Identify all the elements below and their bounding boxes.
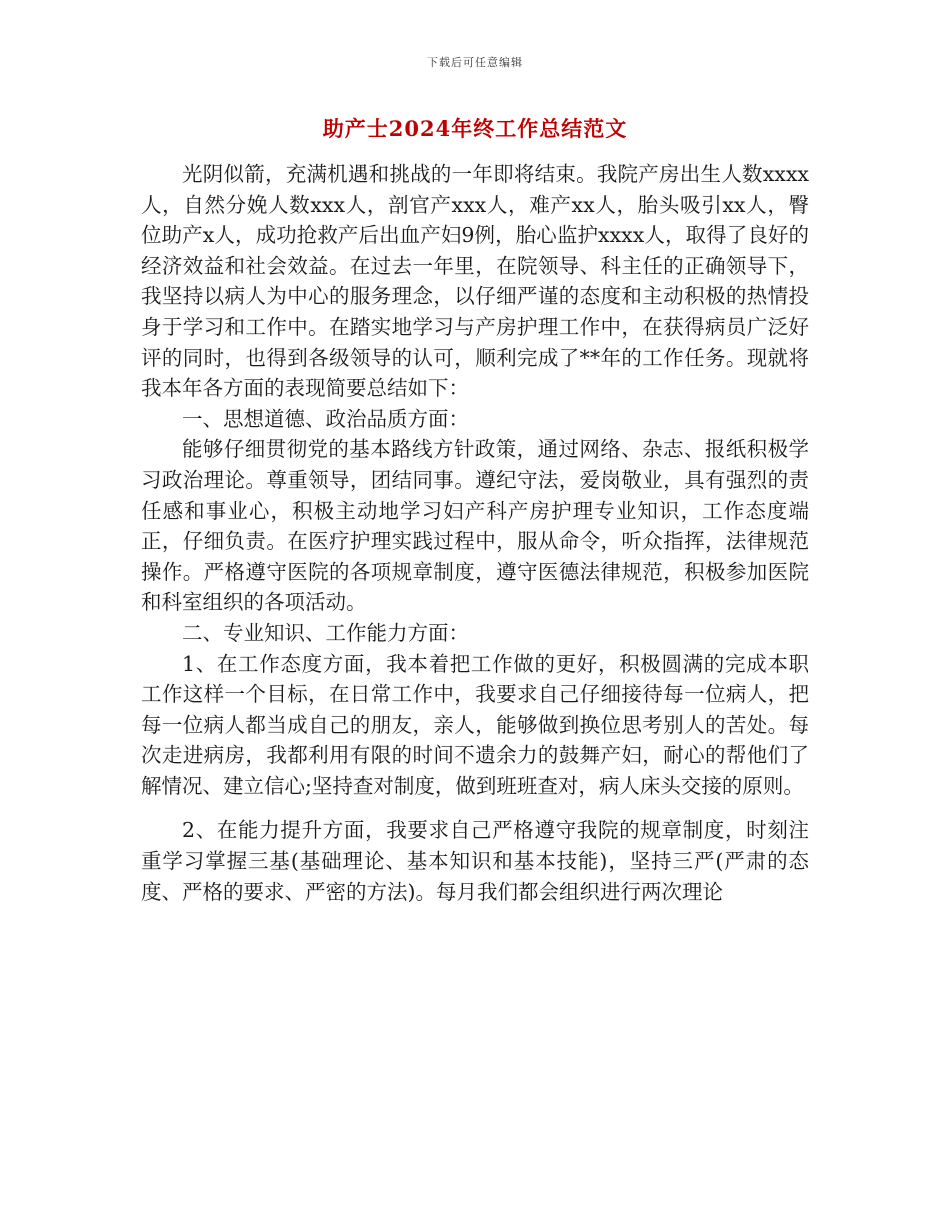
document-title: 助产士2024年终工作总结范文 — [322, 116, 628, 141]
header-note: 下载后可任意编辑 — [427, 56, 523, 69]
section-heading-ethics: 一、思想道德、政治品质方面： — [182, 406, 469, 431]
paragraph-ability: 2、在能力提升方面，我要求自己严格遵守我院的规章制度，时刻注重学习掌握三基(基础理论、基本知识和基本技能)，坚持三严(严肃的态度、严格的要求、严密的方法)。每月我们都会组织进行两次理论 — [141, 818, 809, 904]
paragraph-attitude: 1、在工作态度方面，我本着把工作做的更好，积极圆满的完成本职工作这样一个目标，在日常工作中，我要求自己仔细接待每一位病人，把每一位病人都当成自己的朋友，亲人，能够做到换位思考别人的苦处。每次走进病房，我都利用有限的时间不遗余力的鼓舞产妇，耐心的帮他们了解情况、建立信心;坚持查对制度，做到班班查对，病人床头交接的原则。 — [141, 651, 809, 798]
paragraph-ethics: 能够仔细贯彻党的基本路线方针政策，通过网络、杂志、报纸积极学习政治理论。尊重领导，团结同事。遵纪守法，爱岗敬业，具有强烈的责任感和事业心，积极主动地学习妇产科产房护理专业知识，工作态度端正，仔细负责。在医疗护理实践过程中，服从命令，听众指挥，法律规范操作。严格遵守医院的各项规章制度，遵守医德法律规范，积极参加医院和科室组织的各项活动。 — [141, 437, 809, 615]
paragraph-intro: 光阴似箭，充满机遇和挑战的一年即将结束。我院产房出生人数xxxx人，自然分娩人数xxx人，剖官产xxx人，难产xx人，胎头吸引xx人，臀位助产x人，成功抢救产后出血产妇9例，胎心监护xxxx人，取得了良好的经济效益和社会效益。在过去一年里，在院领导、科主任的正确领导下，我坚持以病人为中心的服务理念，以仔细严谨的态度和主动积极的热情投身于学习和工作中。在踏实地学习与产房护理工作中，在获得病员广泛好评的同时，也得到各级领导的认可，顺利完成了**年的工作任务。现就将我本年各方面的表现简要总结如下： — [141, 162, 809, 401]
document-body — [141, 159, 809, 907]
section-heading-skills: 二、专业知识、工作能力方面： — [182, 620, 469, 645]
